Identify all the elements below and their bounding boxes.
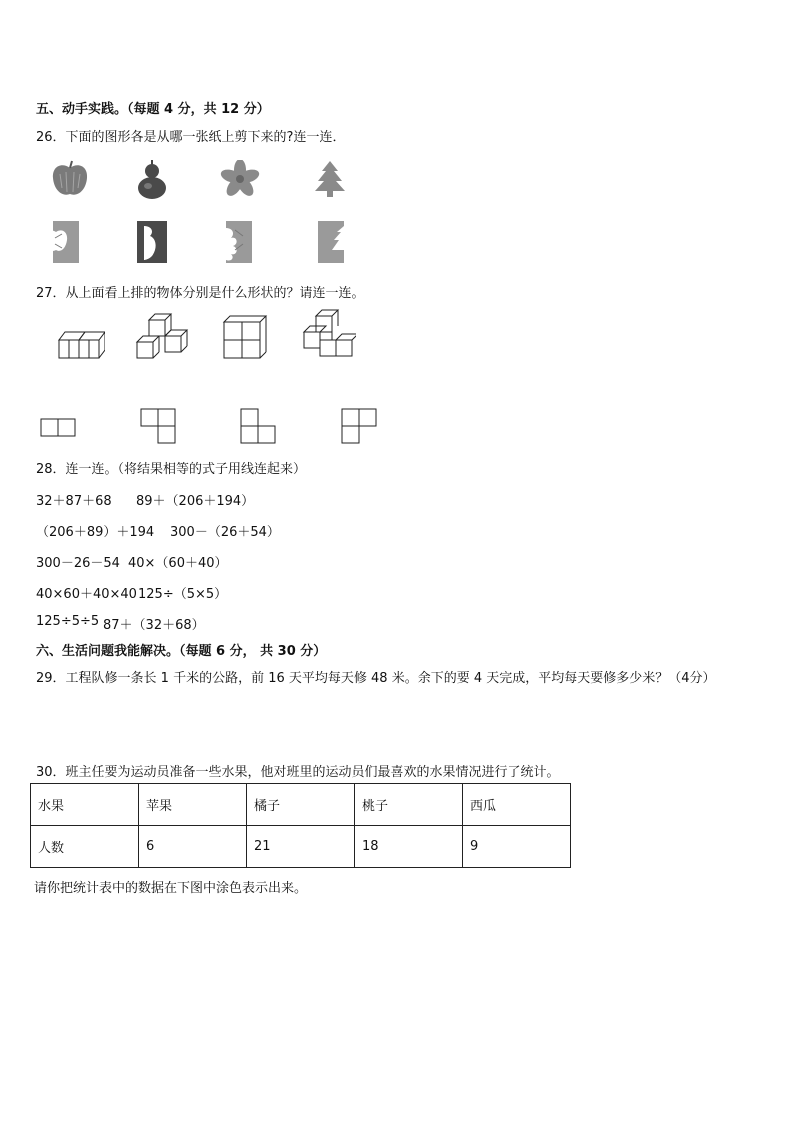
section-5-heading: 五、动手实践。（每题 4 分，共 12 分）: [36, 102, 270, 117]
cut-paper-icon: [225, 220, 253, 264]
question-29-text: 29．工程队修一条长 1 千米的公路，前 16 天平均每天修 48 米。余下的要 4 天完成，平均每天要修多少米？（4分）: [36, 671, 716, 686]
question-30-text: 30．班主任要为运动员准备一些水果，他对班里的运动员们最喜欢的水果情况进行了统计。: [36, 765, 560, 780]
table-cell: 18: [355, 826, 463, 868]
apple-icon: [50, 160, 90, 198]
top-view-shape: [341, 408, 377, 444]
expression-right: 87＋（32＋68）: [103, 618, 205, 633]
table-header-cell: 苹果: [139, 784, 247, 826]
question-27-text: 27．从上面看上排的物体分别是什么形状的？请连一连。: [36, 286, 365, 301]
question-28-text: 28．连一连。（将结果相等的式子用线连起来）: [36, 462, 307, 477]
expression-right: 89＋（206＋194）: [136, 494, 255, 509]
question-26-text: 26．下面的图形各是从哪一张纸上剪下来的?连一连．: [36, 130, 346, 145]
table-row: [31, 826, 571, 868]
gourd-icon: [134, 158, 170, 200]
cut-paper-icon: [52, 220, 80, 264]
table-header-cell: 桃子: [355, 784, 463, 826]
fruit-stats-table: [30, 783, 571, 868]
table-header-cell: 水果: [31, 784, 139, 826]
expression-left: 32＋87＋68: [36, 494, 112, 509]
tree-icon: [313, 160, 347, 198]
expression-left: （206＋89）＋194: [36, 525, 155, 540]
top-view-shape: [140, 408, 176, 444]
expression-right: 40×（60＋40）: [128, 556, 228, 571]
table-header-cell: 橘子: [247, 784, 355, 826]
cube-stack-icon: [135, 310, 189, 362]
table-cell: 人数: [31, 826, 139, 868]
table-cell: 6: [139, 826, 247, 868]
q30-instruction: 请你把统计表中的数据在下图中涂色表示出来。: [34, 881, 308, 896]
table-cell: 21: [247, 826, 355, 868]
expression-left: 300－26－54: [36, 556, 120, 571]
expression-right: 300－（26＋54）: [170, 525, 280, 540]
expression-left: 40×60＋40×40: [36, 587, 137, 602]
expression-right: 125÷（5×5）: [138, 587, 228, 602]
section-6-heading: 六、生活问题我能解决。（每题 6 分， 共 30 分）: [36, 644, 327, 659]
cube-stack-icon: [55, 320, 105, 362]
expression-left: 125÷5÷5: [36, 614, 100, 629]
table-header-cell: 西瓜: [463, 784, 571, 826]
cube-stack-icon: [300, 306, 356, 362]
cut-paper-icon: [317, 220, 345, 264]
top-view-shape: [240, 408, 276, 444]
table-cell: 9: [463, 826, 571, 868]
cut-paper-icon: [136, 220, 168, 264]
top-view-shape: [40, 418, 76, 438]
cube-stack-icon: [222, 314, 268, 360]
table-row: [31, 784, 571, 826]
flower-icon: [219, 160, 261, 198]
